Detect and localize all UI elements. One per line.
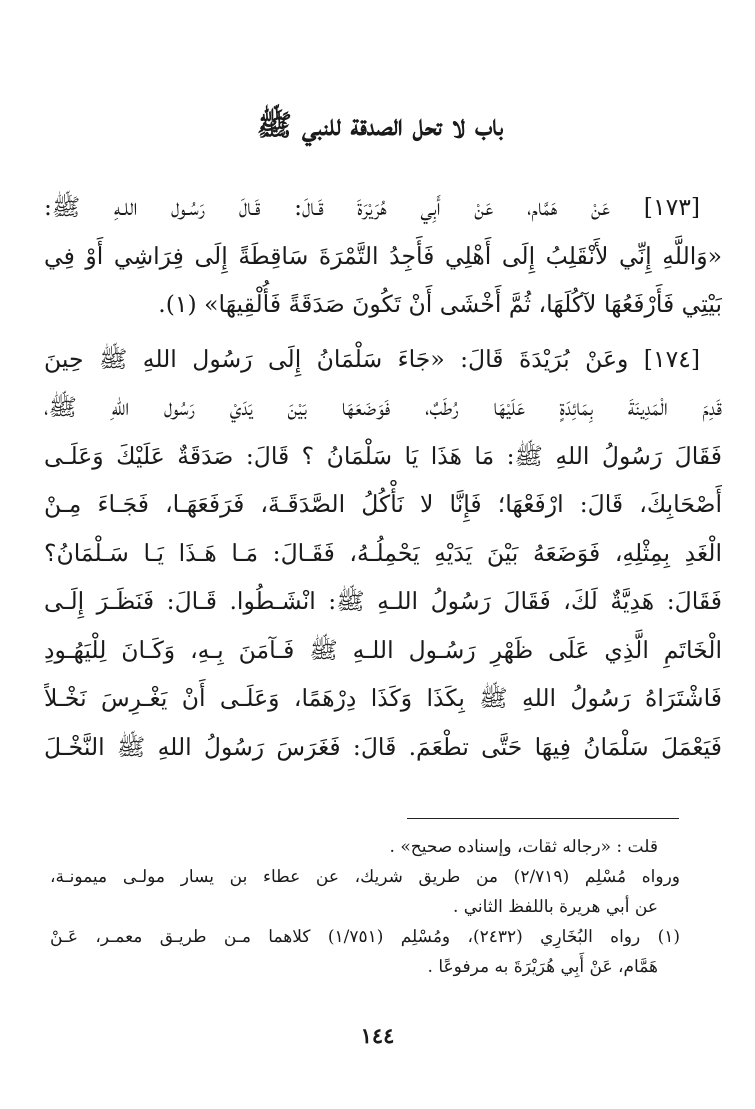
footnote-line: هَمَّام، عَنْ أَبِي هُرَيْرَةَ به مرفوعًا .	[427, 957, 658, 977]
text-line: فَقَالَ رَسُولُ اللهِ ﷺ: مَا هَذَا يَا سَلْمَانُ ؟ قَالَ: صَدَقَةٌ عَلَيْكَ وَعَلَـى	[44, 441, 722, 470]
footnote-line: ورواه مُسْلِم (٢/٧١٩) من طريق شريك، عن عطاء بن يسار مولـى ميمونـة،	[50, 867, 680, 887]
text-line: قَدِمَ الْمَدِينَةَ بِمَائِدَةٍ عَلَيْهَا رُطَبٌ، فَوَضَعَهَا بَيْنَ يَدَيْ رَسُول اللهِ ﷺ،	[44, 393, 722, 421]
text-line: أَصْحَابِكَ، قَالَ: ارْفَعْهَا؛ فَإِنَّا لا نَأْكُلُ الصَّدَقَـةَ، فَرَفَعَهَـا، فَجَـاءَ مِـنْ	[44, 490, 722, 518]
chapter-title: باب لا تحل الصدقة للنبي ﷺ	[256, 108, 504, 142]
footnote-line: عن أبي هريرة باللفظ الثاني .	[452, 897, 658, 917]
page-number: ١٤٤	[360, 1023, 395, 1048]
text-line: [١٧٤] وعَنْ بُرَيْدَةَ قَالَ: «جَاءَ سَلْمَانُ إِلَى رَسُول اللهِ ﷺ حِينَ	[44, 344, 700, 373]
text-line: فَيَعْمَلَ سَلْمَانُ فِيهَا حَتَّى تطْعَمَ. قَالَ: فَغَرَسَ رَسُولُ اللهِ ﷺ النَّخْـلَ	[44, 732, 722, 761]
footnote-line: قلت : «رجاله ثقات، وإسناده صحيح» .	[389, 837, 658, 857]
main-text	[44, 183, 722, 771]
text-line: [١٧٣] عَنْ هَمَّام، عَنْ أَبِي هُرَيْرَةَ قَـالَ: قَـالَ رَسُـول اللـهِ ﷺ:	[44, 193, 700, 221]
text-line: بَيْتِي فَأَرْفَعُهَا لآكُلَهَا، ثُمَّ أَخْشَى أَنْ تَكُونَ صَدَقَةً فَأُلْقِيهَا» (١).	[158, 290, 722, 318]
text-line: فَقَالَ: هَدِيَّةٌ لَكَ، فَقَالَ رَسُولُ اللـهِ ﷺ: انْشَـطُوا. قَـالَ: فَنَظَـرَ إِلَـى	[44, 587, 722, 615]
text-line: «وَاللَّهِ إِنِّي لأَنْقَلِبُ إِلَى أَهْلِي فَأَجِدُ التَّمْرَةَ سَاقِطَةً إِلَى فِرَاشِي أَوْ فِي	[44, 241, 722, 270]
footnotes	[50, 832, 680, 982]
text-line: الْغَدِ بِمِثْلِهِ، فَوَضَعَهُ بَيْنَ يَدَيْهِ يَحْمِلُـهُ، فَقَـالَ: مَـا هَـذَا يَـا سَـلْمَانُ؟	[44, 538, 722, 567]
footnote-divider	[407, 818, 679, 819]
footnote-line: (١) رواه البُخَارِي (٢٤٣٢)، ومُسْلِم (١/٧٥١) كلاهما مـن طريـق معمـر، عَـنْ	[50, 927, 680, 947]
text-line: فَاشْتَرَاهُ رَسُولُ اللهِ ﷺ بِكَذَا وَكَذَا دِرْهَمًا، وَعَلَـى أَنْ يَغْـرِسَ نَخْـلاً	[44, 684, 722, 712]
text-line: الْخَاتَمِ الَّذِي عَلَى ظَهْرِ رَسُـول اللـهِ ﷺ فَـآمَنَ بِـهِ، وَكَـانَ لِلْيَهُـودِ	[44, 635, 722, 664]
